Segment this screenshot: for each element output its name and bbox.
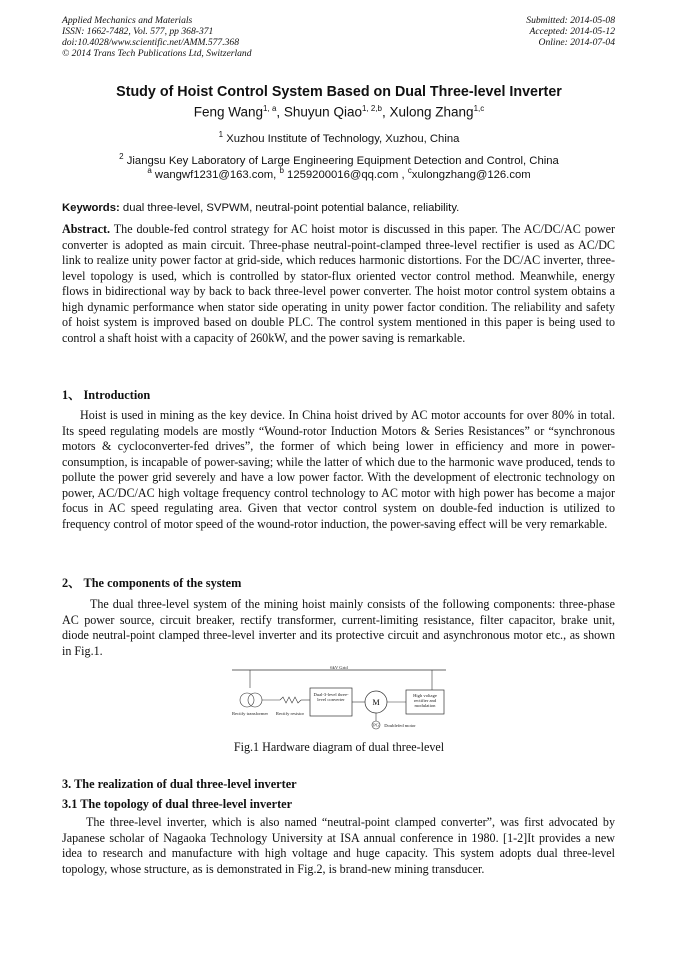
abstract — [62, 222, 615, 346]
subsection-heading-topology: 3.1 The topology of dual three-level inverter — [62, 797, 293, 811]
email-mark: c — [407, 166, 412, 175]
author-name: Feng Wang — [193, 104, 264, 120]
journal-name: Applied Mechanics and Materials — [62, 15, 193, 26]
inverter-label: Dual-3-level three-level converter — [313, 692, 349, 702]
hv-rectifier-label: High voltage rectifier and modulation — [413, 693, 437, 708]
email-mark: a — [147, 166, 152, 175]
affiliation-2 — [0, 152, 678, 167]
figure-hardware-diagram — [228, 666, 450, 736]
abstract-label: Abstract. — [62, 222, 111, 236]
topology-paragraph: The three-level inverter, which is also named “neutral-point clamped converter”, was first advocated by Japanese scholar of Nagaoka Technology University at ISA annual conference in 1980. [1-2]It provides a new idea to research and manufacture with high voltage and huge capacity. This system adopts dual three-level topology, whose structure, as is demonstrated in Fig.2, is brand-new mining transducer. — [62, 815, 615, 876]
grid-label: 6kV Grid — [330, 666, 348, 670]
email-line — [0, 166, 678, 181]
pg-label: PG — [373, 722, 379, 728]
email-link[interactable]: xulongzhang@126.com — [411, 168, 531, 181]
email-link[interactable]: 1259200016@qq.com , — [287, 168, 405, 181]
transformer-label: Rectify transformer — [231, 711, 269, 716]
section-heading-introduction: 1、 Introduction — [62, 388, 151, 402]
keywords-label: Keywords: — [62, 202, 120, 214]
affiliation-text: Xuzhou Institute of Technology, Xuzhou, China — [226, 132, 460, 145]
dates-header — [526, 15, 615, 48]
author-list: Feng Wang$^{1, a}$, Shuyun Qiao$^{1, 2,b}$, Xulong Zhang$^{1,c}$ — [193, 104, 485, 120]
keywords — [62, 202, 617, 214]
journal-header — [62, 15, 252, 59]
submitted-date: Submitted: 2014-05-08 — [526, 15, 615, 26]
abstract-text: The double-fed control strategy for AC hoist motor is discussed in this paper. The AC/DC/AC power converter is adopted as main circuit. Three-phase neutral-point-clamped three-level rectifier is used as AC/DC link to realize unity power factor at grid-side, which reduces harmonic distortions. For the DC/AC inverter, three-level topology is used, which is controlled by stator-flux oriented vector control method. Meanwhile, energy flows in bidirectional way by back to back three-level power converter. The hoist motor control system obtains a high dynamic performance when stator side operating in unity power factor condition. The reliability and safety of hoist system is improved based on double PLC. The control system mentioned in this paper is being used to control a shaft hoist with a capacity of 260kW, and the power saving is remarkable. — [62, 222, 615, 345]
section-heading-components: 2、 The components of the system — [62, 576, 242, 590]
section-heading-realization: 3. The realization of dual three-level inverter — [62, 777, 297, 791]
author-name: Shuyun Qiao — [283, 104, 362, 120]
introduction-paragraph: Hoist is used in mining as the key device. In China hoist drived by AC motor accounts for over 80% in total. Its speed regulating models are mostly “Wound-rotor Induction Motors & Series Resistances” or “synchronous motors & cycloconverter-fed drives”, the former of which being lower in efficiency and more in power-consumption, is incapable of power-saving; while the latter of which due to the harmonic wave produced, tends to pollute the power grid severely and have a low power factor. With the development of electronic technology on power, AC/DC/AC high voltage frequency control technology to AC motor with high power has become a major focus in AC speed regulating area. Given that vector control system on double-fed induction is utilized to frequency control of motor speed of the wound-rotor induction, the power-saving effect will be very remarkable. — [62, 408, 615, 531]
motor-label: Doublefed motor — [384, 723, 416, 728]
motor-letter: M — [372, 698, 380, 707]
hv-label-container — [407, 693, 443, 713]
email-mark: b — [279, 166, 284, 175]
components-paragraph: The dual three-level system of the mining hoist mainly consists of the following components: three-phase AC power source, circuit breaker, rectify transformer, current-limiting resistance, filter capacitor, brake unit, diode neutral-point clamped three-level inverter and its protective circuit and asynchronous motor etc., as shown in Fig.1. — [62, 597, 615, 658]
affiliation-1 — [0, 130, 678, 145]
author-affiliation-mark: 1, a — [263, 104, 277, 113]
figure-caption: Fig.1 Hardware diagram of dual three-level — [233, 740, 445, 754]
keywords-text: dual three-level, SVPWM, neutral-point potential balance, reliability. — [122, 202, 460, 214]
paper-title: Study of Hoist Control System Based on Dual Three-level Inverter — [116, 84, 562, 100]
resistor-label: Rectify resistor — [275, 711, 305, 716]
author-affiliation-mark: 1,c — [473, 104, 485, 113]
inverter-label-container — [311, 692, 351, 714]
affiliation-mark: 1 — [218, 130, 224, 139]
accepted-date: Accepted: 2014-05-12 — [529, 26, 615, 37]
issn-line: ISSN: 1662-7482, Vol. 577, pp 368-371 — [62, 26, 214, 37]
email-link[interactable]: wangwf1231@163.com, — [154, 168, 277, 181]
author-affiliation-mark: 1, 2,b — [361, 104, 382, 113]
author-name: Xulong Zhang — [389, 104, 474, 120]
affiliation-mark: 2 — [119, 152, 124, 161]
online-date: Online: 2014-07-04 — [538, 37, 615, 48]
copyright-line: © 2014 Trans Tech Publications Ltd, Switzerland — [62, 48, 252, 59]
doi-line: doi:10.4028/www.scientific.net/AMM.577.368 — [62, 37, 240, 48]
affiliation-text: Jiangsu Key Laboratory of Large Engineering Equipment Detection and Control, China — [126, 154, 559, 167]
